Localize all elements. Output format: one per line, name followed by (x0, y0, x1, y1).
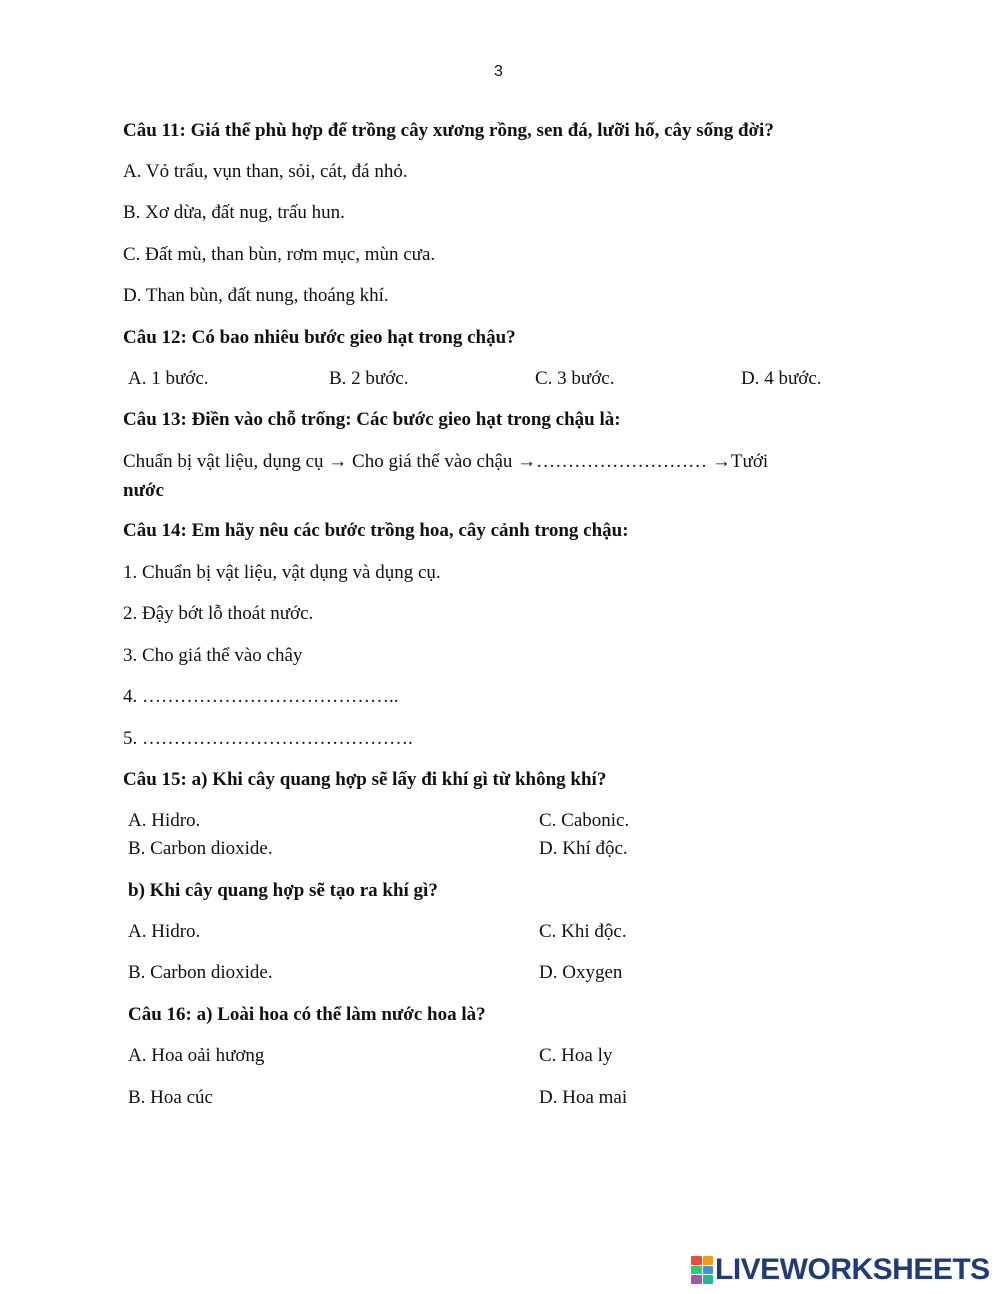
q13-fill-line: Chuẩn bị vật liệu, dụng cụ → Cho giá thể vào chậu →……………………… →Tưới (123, 451, 769, 472)
logo-tile (691, 1266, 702, 1275)
question-15b: b) Khi cây quang hợp sẽ tạo ra khí gì? (128, 880, 438, 901)
question-12: Câu 12: Có bao nhiêu bước gieo hạt trong chậu? (123, 327, 516, 348)
logo-tile (691, 1256, 702, 1265)
q12-option-c: C. 3 bước. (535, 368, 615, 389)
q14-step-2: 2. Đậy bớt lỗ thoát nước. (123, 603, 314, 624)
q15b-option-c: C. Khi độc. (539, 921, 627, 942)
q16-option-b: B. Hoa cúc (128, 1087, 213, 1108)
question-15a: Câu 15: a) Khi cây quang hợp sẽ lấy đi khí gì từ không khí? (123, 769, 607, 790)
liveworksheets-mark-icon (691, 1256, 713, 1284)
q16-option-c: C. Hoa ly (539, 1045, 613, 1066)
q14-step-4: 4. ………………………………….. (123, 686, 399, 707)
q15b-option-a: A. Hidro. (128, 921, 201, 942)
q15a-option-c: C. Cabonic. (539, 810, 630, 831)
q16-option-d: D. Hoa mai (539, 1087, 628, 1108)
question-13: Câu 13: Điền vào chỗ trống: Các bước gieo hạt trong chậu là: (123, 409, 621, 430)
page-number: 3 (494, 63, 503, 80)
q11-option-a: A. Vỏ trấu, vụn than, sỏi, cát, đá nhỏ. (123, 161, 408, 182)
q14-step-5: 5. ……………………………………. (123, 728, 413, 749)
q11-option-b: B. Xơ dừa, đất nug, trấu hun. (123, 202, 345, 223)
q12-option-a: A. 1 bước. (128, 368, 209, 389)
logo-tile (703, 1256, 714, 1265)
q12-option-d: D. 4 bước. (741, 368, 822, 389)
q14-step-1: 1. Chuẩn bị vật liệu, vật dụng và dụng cụ. (123, 562, 441, 583)
logo-tile (703, 1275, 714, 1284)
logo-tile (691, 1275, 702, 1284)
liveworksheets-wordmark: LIVEWORKSHEETS (715, 1253, 990, 1286)
logo-tile (703, 1266, 714, 1275)
question-11: Câu 11: Giá thể phù hợp để trồng cây xương rồng, sen đá, lưỡi hổ, cây sống đời? (123, 120, 774, 141)
question-16: Câu 16: a) Loài hoa có thể làm nước hoa là? (128, 1004, 486, 1025)
q12-option-b: B. 2 bước. (329, 368, 409, 389)
q14-step-3: 3. Cho giá thể vào chây (123, 645, 303, 666)
question-14: Câu 14: Em hãy nêu các bước trồng hoa, cây cảnh trong chậu: (123, 520, 629, 541)
q11-option-c: C. Đất mù, than bùn, rơm mục, mùn cưa. (123, 244, 436, 265)
liveworksheets-logo (691, 1253, 990, 1287)
q15b-option-b: B. Carbon dioxide. (128, 962, 273, 983)
q15a-option-d: D. Khí độc. (539, 838, 628, 859)
q15a-option-b: B. Carbon dioxide. (128, 838, 273, 859)
q15b-option-d: D. Oxygen (539, 962, 623, 983)
q16-option-a: A. Hoa oải hương (128, 1045, 265, 1066)
q11-option-d: D. Than bùn, đất nung, thoáng khí. (123, 285, 389, 306)
q15a-option-a: A. Hidro. (128, 810, 201, 831)
q13-fill-line-end: nước (123, 480, 164, 501)
